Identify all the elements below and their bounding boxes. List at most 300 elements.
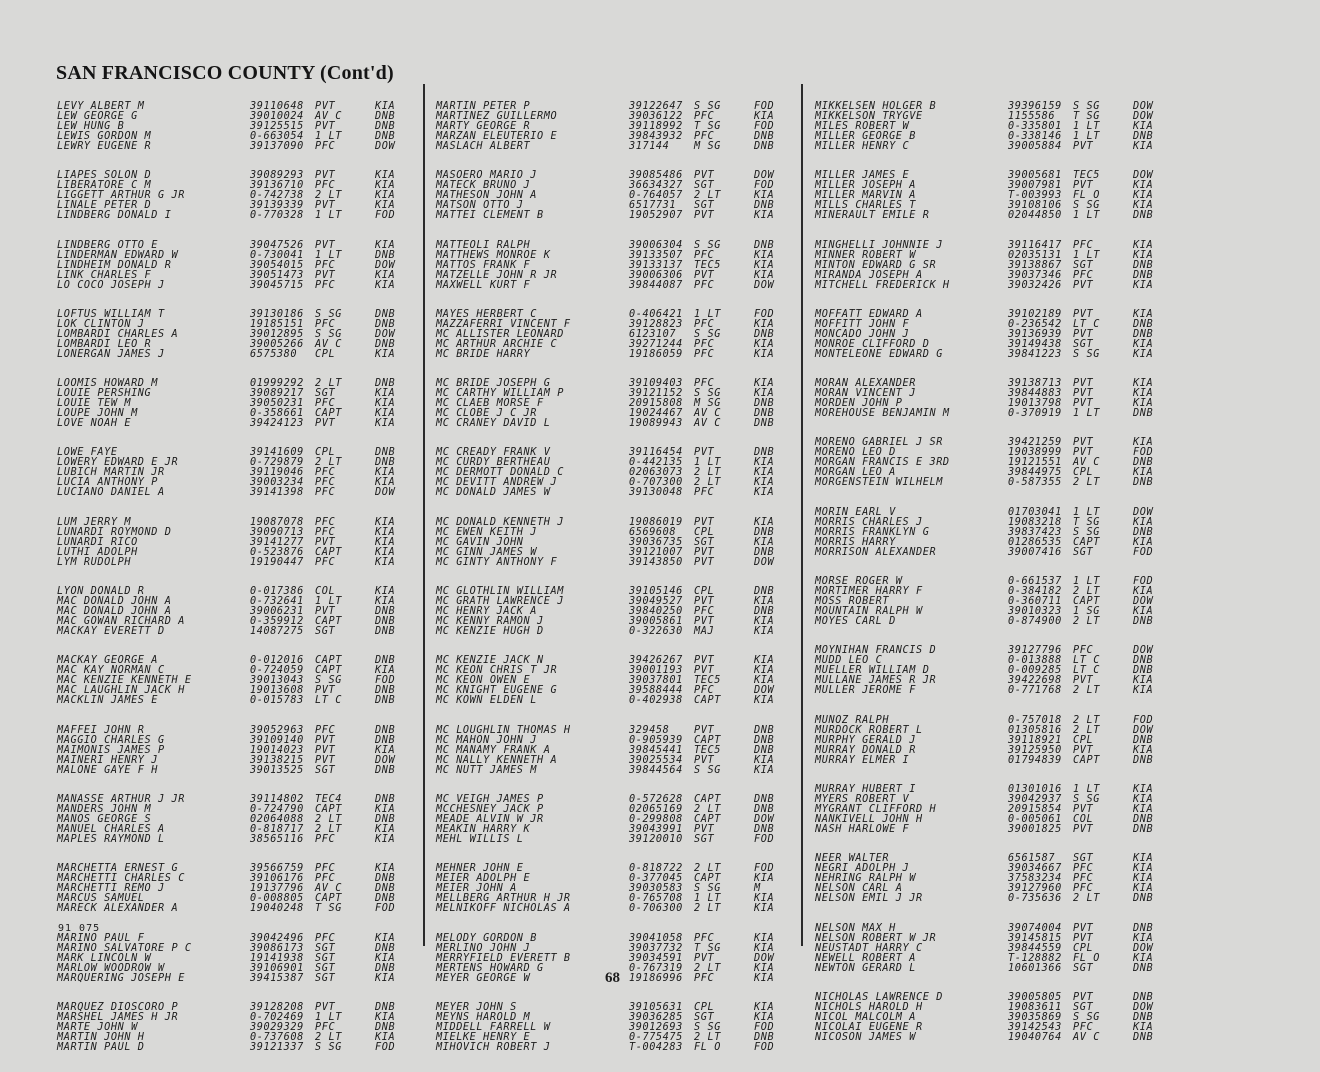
entry-serial: 01999292 bbox=[250, 378, 304, 390]
entry-grade: PVT bbox=[1073, 823, 1094, 835]
entry-serial: 10601366 bbox=[1008, 962, 1062, 974]
entry-serial: 02035131 bbox=[1008, 249, 1062, 261]
entry-status: DNB bbox=[1133, 457, 1154, 469]
entry-serial: 0-663054 bbox=[250, 131, 304, 142]
entry-status: DOW bbox=[1133, 170, 1154, 182]
roster-entry bbox=[57, 766, 417, 776]
entry-status: DNB bbox=[375, 606, 396, 618]
entry-status: KIA bbox=[754, 1011, 775, 1023]
entry-serial: 39142543 bbox=[1008, 1021, 1062, 1033]
entry-status: DNB bbox=[754, 823, 775, 835]
entry-grade: PVT bbox=[694, 516, 715, 528]
entry-status: DOW bbox=[754, 279, 775, 291]
entry-grade: PFC bbox=[694, 348, 715, 360]
entry-name: MOFFITT JOHN F bbox=[815, 318, 910, 330]
entry-name: MC GINN JAMES W bbox=[436, 546, 538, 558]
entry-serial: 39136710 bbox=[250, 180, 304, 192]
entry-grade: CAPT bbox=[1073, 536, 1100, 548]
entry-status: DNB bbox=[1133, 328, 1154, 340]
entry-status: DOW bbox=[1133, 596, 1154, 608]
roster-entry bbox=[57, 1043, 417, 1053]
entry-status: KIA bbox=[1133, 279, 1154, 291]
entry-serial: 39090713 bbox=[250, 526, 304, 538]
entry-name: MEYNS HAROLD M bbox=[436, 1011, 531, 1023]
entry-name: MAIMONIS JAMES P bbox=[57, 744, 165, 756]
entry-status: FOD bbox=[1133, 714, 1154, 726]
entry-status: KIA bbox=[375, 348, 396, 360]
entry-name: MILLER JOSEPH A bbox=[815, 180, 917, 192]
entry-name: LINDERMAN EDWARD W bbox=[57, 249, 179, 261]
entry-name: MAC GOWAN RICHARD A bbox=[57, 616, 185, 628]
roster-entry bbox=[815, 548, 1175, 558]
entry-serial: 0-015783 bbox=[250, 695, 304, 707]
entry-status: KIA bbox=[1133, 606, 1154, 618]
entry-status: DOW bbox=[1133, 506, 1154, 518]
entry-name: LOVE NOAH E bbox=[57, 418, 132, 430]
entry-status: KIA bbox=[375, 932, 396, 944]
entry-name: MARTIN JOHN H bbox=[57, 1031, 145, 1043]
entry-serial: 0-735636 bbox=[1008, 893, 1062, 905]
entry-status: KIA bbox=[375, 200, 396, 212]
entry-name: MERLINO JOHN J bbox=[436, 942, 531, 954]
entry-serial: 19087078 bbox=[250, 516, 304, 528]
entry-status: DOW bbox=[754, 813, 775, 825]
entry-serial: 01286535 bbox=[1008, 536, 1062, 548]
entry-grade: CPL bbox=[315, 348, 336, 360]
roster-entry bbox=[436, 211, 796, 221]
entry-name: MUNOZ RALPH bbox=[815, 714, 890, 726]
entry-serial: 0-322630 bbox=[629, 626, 683, 638]
entry-name: MINTON EDWARD G SR bbox=[815, 259, 937, 271]
entry-serial: 39032426 bbox=[1008, 279, 1062, 291]
entry-serial: 39845441 bbox=[629, 744, 683, 756]
entry-status: DNB bbox=[375, 318, 396, 330]
entry-status: KIA bbox=[375, 546, 396, 558]
entry-name: MIHOVICH ROBERT J bbox=[436, 1041, 551, 1053]
entry-grade: FL O bbox=[1073, 190, 1100, 202]
entry-serial: 39125515 bbox=[250, 121, 304, 132]
entry-grade: S SG bbox=[315, 675, 342, 687]
entry-status: KIA bbox=[1133, 437, 1154, 449]
entry-serial: 39029329 bbox=[250, 1021, 304, 1033]
roster-column-1 bbox=[57, 102, 417, 1072]
entry-grade: S SG bbox=[694, 764, 721, 776]
entry-grade: PFC bbox=[694, 685, 715, 697]
entry-name: MILLS CHARLES T bbox=[815, 200, 917, 212]
entry-group bbox=[436, 310, 796, 360]
entry-serial: 0-523876 bbox=[250, 546, 304, 558]
entry-name: LINDHEIM DONALD R bbox=[57, 259, 172, 271]
entry-grade: PVT bbox=[1073, 141, 1094, 152]
entry-serial: 0-742738 bbox=[250, 190, 304, 202]
entry-serial: 39005805 bbox=[1008, 991, 1062, 1003]
entry-grade: 1 LT bbox=[694, 308, 721, 320]
entry-serial: 39012693 bbox=[629, 1021, 683, 1033]
roster-entry bbox=[57, 350, 417, 360]
entry-name: MC BRIDE HARRY bbox=[436, 348, 531, 360]
entry-grade: CAPT bbox=[1073, 596, 1100, 608]
entry-status: DNB bbox=[754, 131, 775, 142]
entry-serial: 19052907 bbox=[629, 210, 683, 222]
entry-name: MOYES CARL D bbox=[815, 616, 896, 628]
entry-status: DOW bbox=[1133, 1001, 1154, 1013]
entry-grade: PVT bbox=[1073, 744, 1094, 756]
entry-grade: SGT bbox=[1073, 338, 1094, 350]
entry-status: KIA bbox=[754, 665, 775, 677]
entry-serial: 0-764057 bbox=[629, 190, 683, 202]
entry-status: DNB bbox=[754, 546, 775, 558]
entry-name: MORIN EARL V bbox=[815, 506, 896, 518]
entry-grade: S SG bbox=[694, 883, 721, 895]
entry-serial: 0-765708 bbox=[629, 893, 683, 905]
entry-status: DOW bbox=[754, 170, 775, 182]
entry-grade: CPL bbox=[1073, 942, 1094, 954]
entry-status: FOD bbox=[754, 180, 775, 192]
entry-name: NEGRI ADOLPH J bbox=[815, 863, 910, 875]
entry-grade: PFC bbox=[1073, 873, 1094, 885]
entry-status: DNB bbox=[1133, 526, 1154, 538]
entry-group bbox=[57, 102, 417, 152]
entry-grade: PVT bbox=[315, 239, 336, 251]
entry-grade: PVT bbox=[1073, 447, 1094, 459]
entry-grade: PFC bbox=[1073, 239, 1094, 251]
entry-grade: CAPT bbox=[694, 695, 721, 707]
roster-entry bbox=[57, 1023, 417, 1033]
entry-serial: 39116417 bbox=[1008, 239, 1062, 251]
entry-status: KIA bbox=[754, 378, 775, 390]
entry-serial: 39047526 bbox=[250, 239, 304, 251]
entry-serial: 0-009285 bbox=[1008, 665, 1062, 677]
entry-status: DNB bbox=[375, 764, 396, 776]
entry-status: KIA bbox=[754, 516, 775, 528]
entry-name: MOFFATT EDWARD A bbox=[815, 308, 923, 320]
entry-grade: PVT bbox=[315, 269, 336, 281]
entry-grade: 1 LT bbox=[1073, 210, 1100, 222]
entry-status: KIA bbox=[1133, 744, 1154, 756]
entry-name: MARCHETTI CHARLES C bbox=[57, 873, 185, 885]
entry-grade: S SG bbox=[315, 308, 342, 320]
entry-grade: SGT bbox=[1073, 259, 1094, 271]
entry-grade: PVT bbox=[694, 170, 715, 182]
entry-name: MINNER ROBERT W bbox=[815, 249, 917, 261]
entry-serial: 0-724059 bbox=[250, 665, 304, 677]
entry-grade: PVT bbox=[694, 210, 715, 222]
entry-serial: 02063073 bbox=[629, 467, 683, 479]
entry-grade: CAPT bbox=[315, 655, 342, 667]
entry-serial: 39005861 bbox=[629, 616, 683, 628]
entry-status: KIA bbox=[754, 210, 775, 222]
entry-name: MORGAN LEO A bbox=[815, 467, 896, 479]
entry-status: DNB bbox=[754, 408, 775, 420]
entry-grade: PFC bbox=[694, 111, 715, 122]
entry-status: DNB bbox=[754, 328, 775, 340]
roster-entry bbox=[436, 1043, 796, 1053]
entry-serial: 01703041 bbox=[1008, 506, 1062, 518]
entry-status: DNB bbox=[754, 586, 775, 598]
entry-status: KIA bbox=[375, 180, 396, 192]
entry-serial: 19013608 bbox=[250, 685, 304, 697]
entry-name: LUNARDI ROYMOND D bbox=[57, 526, 172, 538]
entry-serial: 39127796 bbox=[1008, 645, 1062, 657]
entry-grade: CAPT bbox=[315, 616, 342, 628]
entry-serial: 39109140 bbox=[250, 734, 304, 746]
entry-name: MORTIMER HARRY F bbox=[815, 586, 923, 598]
roster-entry bbox=[815, 211, 1175, 221]
entry-grade: PVT bbox=[694, 952, 715, 964]
entry-status: KIA bbox=[1133, 249, 1154, 261]
entry-status: KIA bbox=[375, 536, 396, 548]
entry-status: KIA bbox=[1133, 239, 1154, 251]
entry-grade: PFC bbox=[315, 259, 336, 271]
entry-name: MC KNIGHT EUGENE G bbox=[436, 685, 558, 697]
entry-grade: 2 LT bbox=[1073, 724, 1100, 736]
entry-grade: SGT bbox=[315, 764, 336, 776]
entry-name: MARCHETTA ERNEST G bbox=[57, 863, 179, 875]
entry-status: FOD bbox=[375, 1041, 396, 1053]
entry-status: KIA bbox=[375, 972, 396, 984]
entry-name: MIDDELL FARRELL W bbox=[436, 1021, 551, 1033]
entry-name: MORENO GABRIEL J SR bbox=[815, 437, 943, 449]
entry-status: DNB bbox=[375, 873, 396, 885]
entry-status: DNB bbox=[1133, 962, 1154, 974]
entry-serial: T-004283 bbox=[629, 1041, 683, 1053]
entry-grade: PFC bbox=[1073, 863, 1094, 875]
entry-grade: PVT bbox=[1073, 932, 1094, 944]
entry-name: MERRYFIELD EVERETT B bbox=[436, 952, 571, 964]
entry-name: MC NALLY KENNETH A bbox=[436, 754, 558, 766]
entry-status: KIA bbox=[754, 932, 775, 944]
entry-status: DNB bbox=[1133, 823, 1154, 835]
entry-name: MORENO LEO D bbox=[815, 447, 896, 459]
entry-status: KIA bbox=[1133, 586, 1154, 598]
entry-grade: 2 LT bbox=[694, 190, 721, 202]
roster-entry bbox=[815, 964, 1175, 974]
entry-serial: 6575380 bbox=[250, 348, 298, 360]
entry-grade: PFC bbox=[694, 131, 715, 142]
entry-grade: 2 LT bbox=[1073, 714, 1100, 726]
entry-name: LONERGAN JAMES J bbox=[57, 348, 165, 360]
entry-serial: 0-359912 bbox=[250, 616, 304, 628]
entry-serial: 19083611 bbox=[1008, 1001, 1062, 1013]
entry-grade: PVT bbox=[1073, 803, 1094, 815]
entry-status: KIA bbox=[375, 526, 396, 538]
entry-status: KIA bbox=[1133, 803, 1154, 815]
entry-name: MAC DONALD JOHN A bbox=[57, 606, 172, 618]
entry-name: MINGHELLI JOHNNIE J bbox=[815, 239, 943, 251]
entry-serial: 0-724790 bbox=[250, 803, 304, 815]
entry-name: NICHOLS HAROLD H bbox=[815, 1001, 923, 1013]
entry-grade: PVT bbox=[315, 121, 336, 132]
entry-name: NEWTON GERARD L bbox=[815, 962, 917, 974]
entry-serial: 39010024 bbox=[250, 111, 304, 122]
entry-grade: 1 LT bbox=[315, 596, 342, 608]
entry-grade: TEC5 bbox=[694, 675, 721, 687]
entry-name: MELLBERG ARTHUR H JR bbox=[436, 893, 571, 905]
entry-status: KIA bbox=[375, 467, 396, 479]
entry-status: DOW bbox=[375, 754, 396, 766]
entry-serial: 39045715 bbox=[250, 279, 304, 291]
entry-serial: 39089293 bbox=[250, 170, 304, 182]
entry-name: MORRIS CHARLES J bbox=[815, 516, 923, 528]
roster-entry bbox=[57, 974, 417, 984]
entry-serial: 39133507 bbox=[629, 249, 683, 261]
entry-name: MURPHY GERALD J bbox=[815, 734, 917, 746]
entry-grade: PFC bbox=[315, 932, 336, 944]
entry-serial: 02044850 bbox=[1008, 210, 1062, 222]
entry-name: MUELLER WILLIAM D bbox=[815, 665, 930, 677]
entry-status: DNB bbox=[375, 695, 396, 707]
entry-status: DNB bbox=[375, 724, 396, 736]
entry-serial: 39566759 bbox=[250, 863, 304, 875]
entry-serial: 0-377045 bbox=[629, 873, 683, 885]
entry-serial: 0-729879 bbox=[250, 457, 304, 469]
entry-grade: 1 LT bbox=[1073, 131, 1100, 142]
page-number: 68 bbox=[605, 970, 620, 986]
entry-serial: 19141938 bbox=[250, 952, 304, 964]
entry-name: LOMBARDI LEO R bbox=[57, 338, 152, 350]
entry-serial: 0-737608 bbox=[250, 1031, 304, 1043]
entry-name: MORRIS HARRY bbox=[815, 536, 896, 548]
entry-grade: PVT bbox=[315, 101, 336, 112]
roster-entry bbox=[815, 1023, 1175, 1033]
roster-entry bbox=[815, 350, 1175, 360]
entry-grade: SGT bbox=[315, 952, 336, 964]
entry-name: MAYES HERBERT C bbox=[436, 308, 538, 320]
entry-group bbox=[436, 795, 796, 845]
entry-name: MATHESON JOHN A bbox=[436, 190, 538, 202]
roster-entry bbox=[436, 766, 796, 776]
entry-status: DNB bbox=[375, 111, 396, 122]
entry-status: KIA bbox=[754, 318, 775, 330]
entry-serial: 0-012016 bbox=[250, 655, 304, 667]
page-title: SAN FRANCISCO COUNTY (Cont'd) bbox=[56, 62, 394, 84]
entry-name: MACKAY EVERETT D bbox=[57, 626, 165, 638]
roster-entry bbox=[815, 281, 1175, 291]
entry-name: MC DEVITT ANDREW J bbox=[436, 477, 558, 489]
entry-grade: 2 LT bbox=[694, 803, 721, 815]
entry-status: KIA bbox=[1133, 200, 1154, 212]
entry-status: KIA bbox=[1133, 190, 1154, 202]
entry-group bbox=[436, 1003, 796, 1053]
entry-serial: 39143850 bbox=[629, 556, 683, 568]
entry-name: NICOLAI EUGENE R bbox=[815, 1021, 923, 1033]
entry-status: KIA bbox=[375, 833, 396, 845]
entry-name: MOSS ROBERT bbox=[815, 596, 890, 608]
entry-grade: S SG bbox=[694, 101, 721, 112]
entry-status: DOW bbox=[375, 259, 396, 271]
entry-name: MERTENS HOWARD G bbox=[436, 962, 544, 974]
roster-entry bbox=[436, 488, 796, 498]
entry-status: KIA bbox=[1133, 675, 1154, 687]
roster-entry bbox=[57, 558, 417, 568]
entry-serial: 39007981 bbox=[1008, 180, 1062, 192]
entry-serial: 39042937 bbox=[1008, 793, 1062, 805]
entry-serial: 39141609 bbox=[250, 447, 304, 459]
entry-name: MELODY GORDON B bbox=[436, 932, 538, 944]
entry-name: MONCADO JOHN J bbox=[815, 328, 910, 340]
entry-name: MARINO SALVATORE P C bbox=[57, 942, 192, 954]
entry-serial: 39138713 bbox=[1008, 378, 1062, 390]
entry-status: DNB bbox=[754, 744, 775, 756]
entry-status: KIA bbox=[375, 1011, 396, 1023]
entry-grade: PVT bbox=[694, 616, 715, 628]
entry-serial: 02065169 bbox=[629, 803, 683, 815]
entry-grade: 2 LT bbox=[315, 378, 342, 390]
entry-status: DNB bbox=[375, 893, 396, 905]
entry-grade: 2 LT bbox=[315, 813, 342, 825]
entry-grade: PFC bbox=[315, 526, 336, 538]
entry-name: MAC LAUGHLIN JACK H bbox=[57, 685, 185, 697]
entry-serial: 0-874900 bbox=[1008, 616, 1062, 628]
entry-status: KIA bbox=[375, 586, 396, 598]
entry-status: KIA bbox=[754, 754, 775, 766]
entry-name: LINDBERG DONALD I bbox=[57, 210, 172, 222]
entry-name: NASH HARLOWE F bbox=[815, 823, 910, 835]
entry-name: LOMBARDI CHARLES A bbox=[57, 328, 179, 340]
entry-name: MACKAY GEORGE A bbox=[57, 655, 159, 667]
entry-status: KIA bbox=[754, 873, 775, 885]
roster-entry bbox=[57, 488, 417, 498]
entry-name: MIELKE HENRY E bbox=[436, 1031, 531, 1043]
entry-serial: 01794839 bbox=[1008, 754, 1062, 766]
entry-group bbox=[57, 1003, 417, 1053]
entry-grade: M SG bbox=[694, 141, 721, 152]
entry-name: MYGRANT CLIFFORD H bbox=[815, 803, 937, 815]
entry-grade: 1 LT bbox=[315, 1011, 342, 1023]
roster-entry bbox=[815, 142, 1175, 152]
entry-status: DNB bbox=[375, 685, 396, 697]
entry-status: KIA bbox=[754, 893, 775, 905]
entry-group bbox=[815, 646, 1175, 696]
entry-name: MC CLAEB MORSE F bbox=[436, 398, 544, 410]
entry-group bbox=[57, 171, 417, 221]
entry-name: MC KENZIE JACK N bbox=[436, 655, 544, 667]
entry-name: MANDERS JOHN M bbox=[57, 803, 152, 815]
entry-grade: SGT bbox=[1073, 1001, 1094, 1013]
entry-serial: 39145815 bbox=[1008, 932, 1062, 944]
entry-group bbox=[57, 379, 417, 429]
entry-serial: 0-732641 bbox=[250, 596, 304, 608]
entry-serial: 39106176 bbox=[250, 873, 304, 885]
entry-serial: 39005681 bbox=[1008, 170, 1062, 182]
entry-group bbox=[815, 993, 1175, 1043]
roster-entry bbox=[57, 835, 417, 845]
entry-grade: PVT bbox=[315, 536, 336, 548]
entry-group bbox=[815, 924, 1175, 974]
entry-serial: 19121551 bbox=[1008, 457, 1062, 469]
entry-serial: 39109403 bbox=[629, 378, 683, 390]
entry-grade: SGT bbox=[694, 1011, 715, 1023]
entry-name: MIKKELSEN HOLGER B bbox=[815, 101, 937, 112]
entry-name: MAINERI HENRY J bbox=[57, 754, 159, 766]
entry-grade: T SG bbox=[1073, 516, 1100, 528]
entry-name: NELSON CARL A bbox=[815, 883, 903, 895]
entry-grade: AV C bbox=[315, 883, 342, 895]
column-divider bbox=[423, 84, 425, 946]
entry-name: LUBICH MARTIN JR bbox=[57, 467, 165, 479]
entry-serial: 39012895 bbox=[250, 328, 304, 340]
entry-serial: 39588444 bbox=[629, 685, 683, 697]
entry-grade: 1 LT bbox=[694, 457, 721, 469]
entry-status: KIA bbox=[754, 972, 775, 984]
entry-serial: 39121337 bbox=[250, 1041, 304, 1053]
entry-grade: PVT bbox=[694, 447, 715, 459]
entry-serial: 39424123 bbox=[250, 418, 304, 430]
entry-grade: S SG bbox=[694, 1021, 721, 1033]
entry-name: MASLACH ALBERT bbox=[436, 141, 531, 152]
entry-serial: 39054015 bbox=[250, 259, 304, 271]
entry-serial: 37583234 bbox=[1008, 873, 1062, 885]
